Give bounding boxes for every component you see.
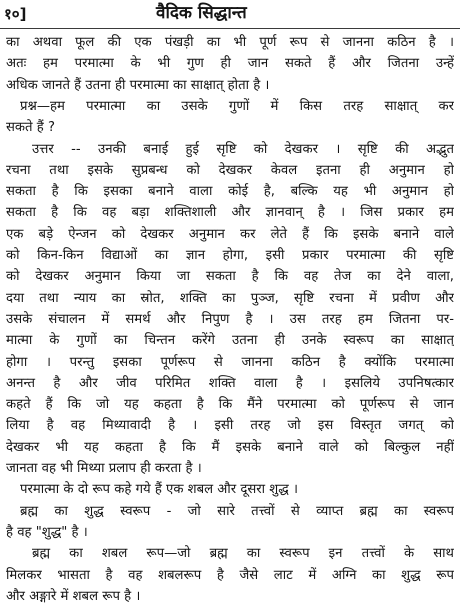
text-line: एक बड़े ऐन्जन को देखकर अनुमान कर लेते हैं कि इसके बनाने वाले <box>6 226 454 242</box>
text-line: मिलकर भासता है वह शबलरूप है जैसे लाट में अग्नि का शुद्ध रूप <box>6 567 454 583</box>
text-line: सकता है कि इसका बनाने वाला कोई है, बल्कि यह भी अनुमान हो <box>6 184 454 200</box>
header-rule <box>0 28 460 29</box>
text-line: दया तथा न्याय का स्रोत, शक्ति का पुञ्ज, सृष्टि रचना में प्रवीण और <box>6 290 454 306</box>
text-line: सकते हैं ? <box>6 120 55 136</box>
text-line: कहते हैं कि जो यह कहता है कि मैंने परमात्मा को पूर्णरूप से जान <box>6 397 454 413</box>
page-header <box>0 2 460 28</box>
text-line: मात्मा के गुणों का चिन्तन करेंगे उतना ही उनके स्वरूप का साक्षात् <box>6 333 454 349</box>
text-line: लिया है वह मिथ्यावादी है । इसी तरह जो इस विस्तृत जगत् को <box>6 418 454 434</box>
text-line: जानता वह भी मिथ्या प्रलाप ही करता है । <box>6 461 202 476</box>
text-line: परमात्मा के दो रूप कहे गये हैं एक शबल और दूसरा शुद्ध । <box>20 482 298 498</box>
text-line: रचना तथा इसके सुप्रबन्ध को देखकर केवल इतना ही अनुमान हो <box>6 162 454 178</box>
text-line: को किन-किन विद्याओं का ज्ञान होगा, इसी प्रकार परमात्मा की सृष्टि <box>6 248 454 263</box>
text-line: है वह "शुद्ध" है । <box>6 524 88 540</box>
text-line: उत्तर -- उनकी बनाई हुई सृष्टि को देखकर । सृष्टि की अद्भुत <box>32 141 454 157</box>
text-line: उसके संचालन में समर्थ और निपुण है । उस तरह हम जितना पर- <box>6 311 454 327</box>
running-head-title: वैदिक सिद्धान्त <box>156 3 247 23</box>
text-line: होगा । परन्तु इसका पूर्णरूप से जानना कठिन है क्योंकि परमात्मा <box>6 354 454 370</box>
text-line: का अथवा फूल की एक पंखड़ी का भी पूर्ण रूप से जानना कठिन है । <box>6 35 454 50</box>
text-line: ब्रह्म का शबल रूप—जो ब्रह्म का स्वरूप इन तत्त्वों के साथ <box>32 546 454 562</box>
text-line: सकता है कि वह बड़ा शक्तिशाली और ज्ञानवान् है । जिस प्रकार हम <box>6 205 454 221</box>
text-line: अधिक जानते हैं उतना ही परमात्मा का साक्षात् होता है । <box>6 77 270 93</box>
text-line: देखकर भी यह कहता है कि मैं इसके बनाने वाले को बिल्कुल नहीं <box>6 439 454 455</box>
text-line: अनन्त है और जीव परिमित शक्ति वाला है । इसलिये उपनिषत्कार <box>6 375 454 391</box>
text-line: ब्रह्म का शुद्ध स्वरूप - जो सारे तत्त्वों से व्याप्त ब्रह्म का स्वरूप <box>20 503 454 519</box>
page-number: १०] <box>4 5 27 23</box>
text-line: प्रश्न—हम परमात्मा का उसके गुणों में किस तरह साक्षात् कर <box>20 98 454 114</box>
text-line: और अङ्गारे में शबल रूप है । <box>6 588 141 604</box>
text-line: अतः हम परमात्मा के भी गुण ही जान सकते हैं और जितना उन्हें <box>6 56 454 72</box>
text-line: को देखकर अनुमान किया जा सकता है कि वह तेज का देने वाला, <box>6 269 454 285</box>
